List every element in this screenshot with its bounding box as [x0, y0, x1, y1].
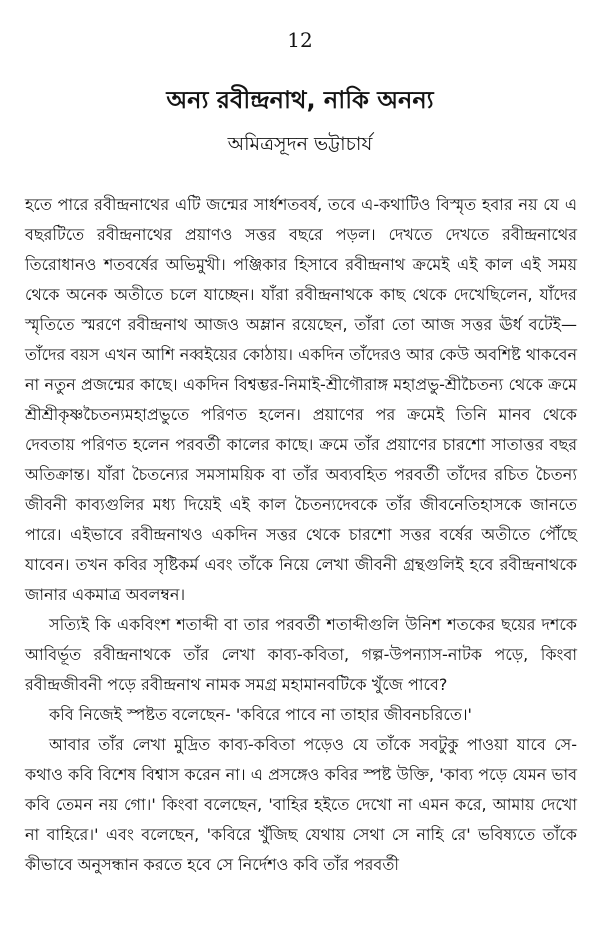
body-text — [25, 190, 577, 880]
paragraph-1: হতে পারে রবীন্দ্রনাথের এটি জন্মের সার্ধশতবর্ষ, তবে এ-কথাটিও বিস্মৃত হবার নয় যে এ বছরটিতে রবীন্দ্রনাথের প্রয়াণও সত্তর বছরে পড়ল। দেখতে দেখতে রবীন্দ্রনাথের তিরোধানও শতবর্ষের অভিমুখী। পঞ্জিকার হিসাবে রবীন্দ্রনাথ ক্রমেই এই কাল এই সময় থেকে অনেক অতীতে চলে যাচ্ছেন। যাঁরা রবীন্দ্রনাথকে কাছ থেকে দেখেছিলেন, যাঁদের স্মৃতিতে স্মরণে রবীন্দ্রনাথ আজও অম্লান রয়েছেন, তাঁরা তো আজ সত্তর ঊর্ধ বটেই—তাঁদের বয়স এখন আশি নব্বইয়ের কোঠায়। একদিন তাঁদেরও আর কেউ অবশিষ্ট থাকবেন না নতুন প্রজন্মের কাছে। একদিন বিশ্বম্ভর-নিমাই-শ্রীগৌরাঙ্গ মহাপ্রভু-শ্রীচৈতন্য থেকে ক্রমে শ্রীশ্রীকৃষ্ণচৈতন্যমহাপ্রভুতে পরিণত হলেন। প্রয়াণের পর ক্রমেই তিনি মানব থেকে দেবতায় পরিণত হলেন পরবর্তী কালের কাছে। ক্রমে তাঁর প্রয়াণের চারশো সাতাত্তর বছর অতিক্রান্ত। যাঁরা চৈতন্যের সমসাময়িক বা তাঁর অব্যবহিত পরবর্তী তাঁদের রচিত চৈতন্য জীবনী কাব্যগুলির মধ্য দিয়েই এই কাল চৈতন্যদেবকে তাঁর জীবনেতিহাসকে জানতে পারে। এইভাবে রবীন্দ্রনাথও একদিন সত্তর থেকে চারশো সত্তর বর্ষের অতীতে পৌঁছে যাবেন। তখন কবির সৃষ্টিকর্ম এবং তাঁকে নিয়ে লেখা জীবনী গ্রন্থগুলিই হবে রবীন্দ্রনাথকে জানার একমাত্র অবলম্বন। — [25, 195, 577, 604]
paragraph-4: আবার তাঁর লেখা মুদ্রিত কাব্য-কবিতা পড়েও যে তাঁকে সবটুকু পাওয়া যাবে সে-কথাও কবি বিশেষ বিশ্বাস করেন না। এ প্রসঙ্গেও কবির স্পষ্ট উক্তি, 'কাব্য পড়ে যেমন ভাব কবি তেমন নয় গো।' কিংবা বলেছেন, 'বাহির হইতে দেখো না এমন করে, আমায় দেখো না বাহিরে।' এবং বলেছেন, 'কবিরে খুঁজিছ যেথায় সেথা সে নাহি রে' ভবিষ্যতে তাঁকে কীভাবে অনুসন্ধান করতে হবে সে নির্দেশও কবি তাঁর পরবর্তী — [25, 735, 577, 874]
page-number: 12 — [287, 28, 313, 52]
paragraph-2: সত্যিই কি একবিংশ শতাব্দী বা তার পরবর্তী শতাব্দীগুলি উনিশ শতকের ছয়ের দশকে আবির্ভূত রবীন্দ্রনাথকে তাঁর লেখা কাব্য-কবিতা, গল্প-উপন্যাস-নাটক পড়ে, কিংবা রবীন্দ্রজীবনী পড়ে রবীন্দ্রনাথ নামক সমগ্র মহামানবটিকে খুঁজে পাবে? — [25, 615, 577, 694]
chapter-title: অন্য রবীন্দ্রনাথ, নাকি অনন্য — [166, 86, 434, 114]
author-name: অমিত্রসূদন ভট্টাচার্য — [227, 133, 373, 155]
paragraph-3: কবি নিজেই স্পষ্টত বলেছেন- 'কবিরে পাবে না তাহার জীবনচরিতে।' — [49, 705, 472, 724]
